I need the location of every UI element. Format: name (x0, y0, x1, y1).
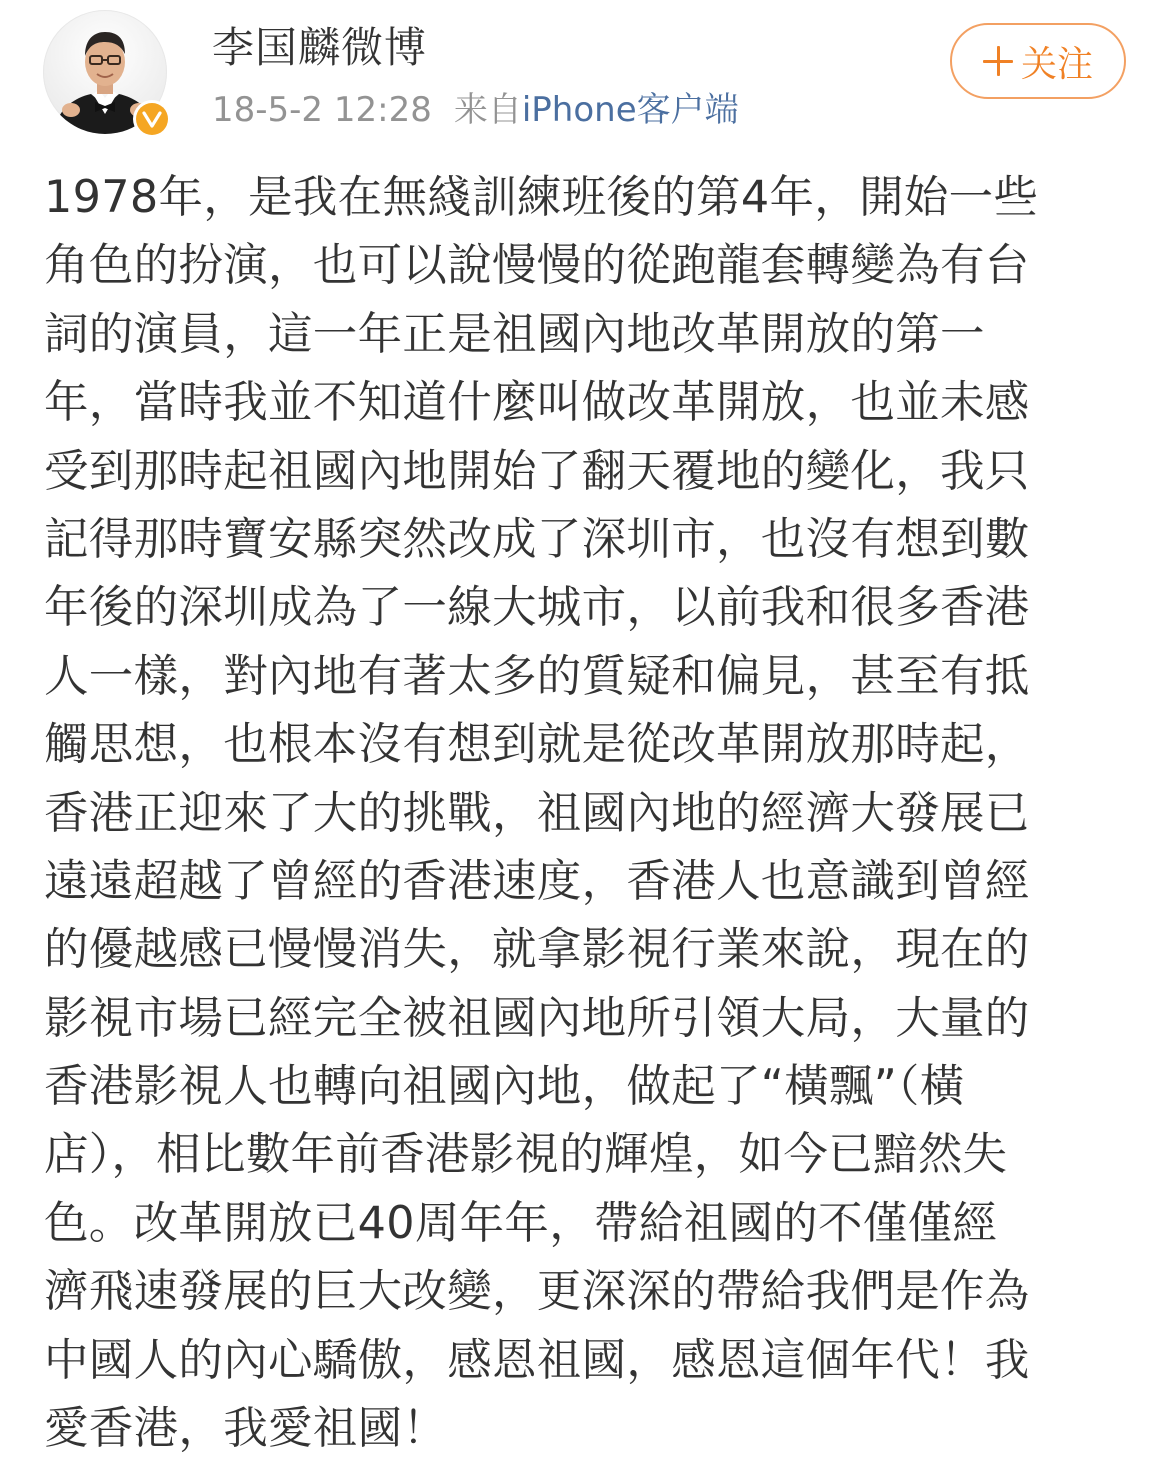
post-line: 年後的深圳成為了一線大城市，以前我和很多香港 (44, 582, 1030, 634)
post-line: 詞的演員，這一年正是祖國內地改革開放的第一 (44, 308, 985, 360)
post-line: 愛香港，我愛祖國！ (44, 1403, 448, 1455)
post-line: 的優越感已慢慢消失，就拿影視行業來說，現在的 (44, 924, 1030, 976)
post-line: 中國人的內心驕傲，感恩祖國，感恩這個年代！我 (44, 1334, 1030, 1386)
post-line: 遠遠超越了曾經的香港速度，香港人也意識到曾經 (44, 855, 1030, 907)
source-prefix: 来自 (453, 90, 522, 130)
post-line: 觸思想，也根本沒有想到就是從改革開放那時起， (44, 719, 1030, 771)
post-line: 年，當時我並不知道什麼叫做改革開放，也並未感 (44, 377, 1030, 429)
post-line: 香港影視人也轉向祖國內地，做起了“橫飄”（橫 (44, 1061, 965, 1113)
post-line: 受到那時起祖國內地開始了翻天覆地的變化，我只 (44, 445, 1030, 497)
post-line: 記得那時寶安縣突然改成了深圳市，也沒有想到數 (44, 513, 1030, 565)
post-line: 店），相比數年前香港影視的輝煌，如今已黯然失 (44, 1129, 1008, 1181)
post-line: 香港正迎來了大的挑戰，祖國內地的經濟大發展已 (44, 787, 1030, 839)
post-meta (212, 88, 739, 132)
author-name[interactable]: 李国麟微博 (212, 23, 428, 72)
verified-v-icon (136, 103, 168, 135)
follow-button-label: 关注 (1020, 43, 1093, 85)
avatar[interactable] (43, 10, 167, 134)
follow-button[interactable] (950, 23, 1126, 99)
post-line: 影視市場已經完全被祖國內地所引領大局，大量的 (44, 992, 1030, 1044)
plus-icon (983, 46, 1013, 76)
post-text (44, 164, 1130, 1463)
post-time: 18-5-2 12:28 (212, 90, 432, 130)
post-line: 濟飛速發展的巨大改變，更深深的帶給我們是作為 (44, 1266, 1030, 1318)
post-line: 人一樣，對內地有著太多的質疑和偏見，甚至有抵 (44, 650, 1030, 702)
verified-badge (133, 100, 171, 138)
post-line: 角色的扮演，也可以說慢慢的從跑龍套轉變為有台 (44, 240, 1030, 292)
post-line: 1978年，是我在無綫訓練班後的第4年，開始一些 (44, 172, 1039, 223)
post-line: 色。改革開放已40周年年，帶給祖國的不僅僅經 (44, 1197, 998, 1249)
post-header (0, 0, 1170, 150)
source-client-link[interactable]: iPhone客户端 (521, 90, 739, 130)
